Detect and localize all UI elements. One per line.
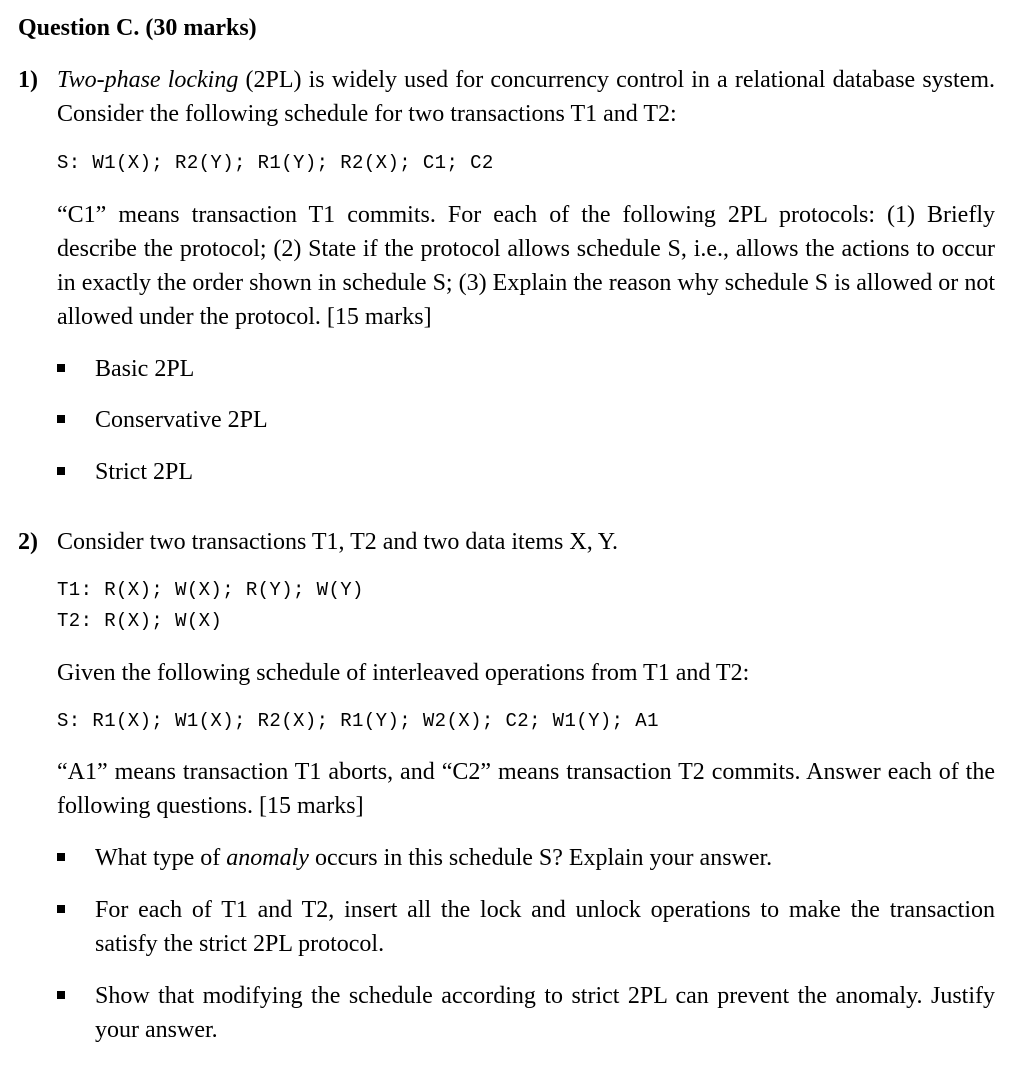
question-text-part: occurs in this schedule S? Explain your answer.	[308, 845, 773, 871]
q1-number: 1)	[18, 67, 38, 93]
q1-intro	[57, 63, 995, 131]
bullet-square-icon	[57, 467, 65, 475]
bullet-square-icon	[57, 415, 65, 423]
question-text-prevent: Show that modifying the schedule according to strict 2PL can prevent the anomaly. Justify your answer.	[95, 983, 995, 1043]
q1-instructions: “C1” means transaction T1 commits. For each of the following 2PL protocols: (1) Briefly describe the protocol; (2) State if the protocol allows schedule S, i.e., allows the actions to occur in exactly the order shown in schedule S; (3) Explain the reason why schedule S is allowed or not allowed under the protocol. [15 marks]	[57, 202, 995, 330]
bullet-square-icon	[57, 853, 65, 861]
q2-transaction-t1: T1: R(X); W(X); R(Y); W(Y)	[57, 579, 364, 601]
q2-schedule: S: R1(X); W1(X); R2(X); R1(Y); W2(X); C2; W1(Y); A1	[57, 710, 659, 732]
q2-given: Given the following schedule of interleaved operations from T1 and T2:	[57, 660, 750, 686]
protocol-label: Conservative 2PL	[95, 407, 268, 433]
question-heading: Question C. (30 marks)	[18, 15, 257, 41]
bullet-square-icon	[57, 991, 65, 999]
question-term: anomaly	[226, 845, 309, 871]
q2-intro: Consider two transactions T1, T2 and two data items X, Y.	[57, 529, 619, 555]
q2-number: 2)	[18, 529, 38, 555]
q1-intro-term: Two-phase locking	[57, 67, 239, 93]
question-text-anomaly	[95, 841, 995, 875]
bullet-square-icon	[57, 364, 65, 372]
q1-intro-rest: (2PL) is widely used for concurrency control in a relational database system. Consider the following schedule for two transactions T1 and T2:	[57, 67, 995, 127]
protocol-label: Basic 2PL	[95, 356, 195, 382]
q2-instructions: “A1” means transaction T1 aborts, and “C2” means transaction T2 commits. Answer each of the following questions. [15 marks]	[57, 759, 995, 819]
q1-schedule: S: W1(X); R2(Y); R1(Y); R2(X); C1; C2	[57, 152, 494, 174]
question-text-locks: For each of T1 and T2, insert all the lock and unlock operations to make the transaction satisfy the strict 2PL protocol.	[95, 897, 995, 957]
question-text-part: What type of	[95, 845, 227, 871]
bullet-square-icon	[57, 905, 65, 913]
protocol-label: Strict 2PL	[95, 459, 194, 485]
q2-transaction-t2: T2: R(X); W(X)	[57, 610, 223, 632]
